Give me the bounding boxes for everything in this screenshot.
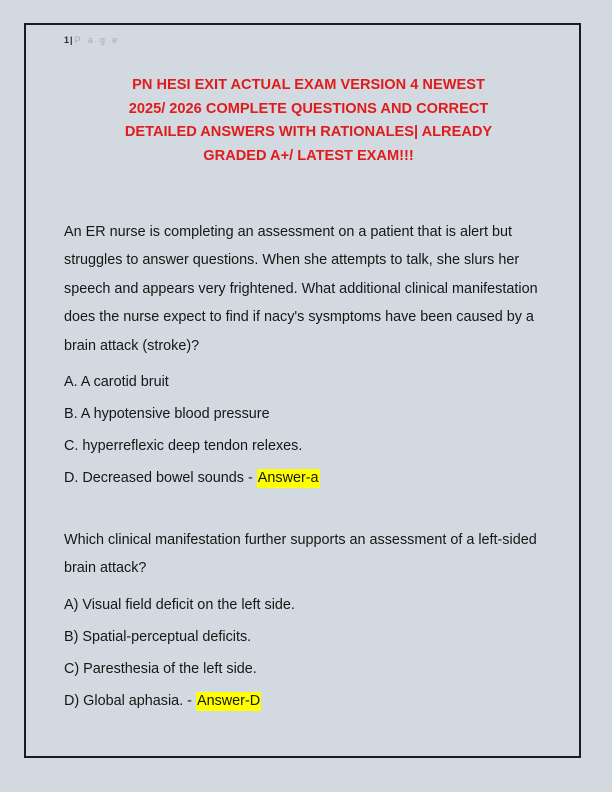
option-suffix: -: [183, 692, 196, 709]
answer-key-highlight: Answer-a: [257, 470, 319, 487]
title-line-2: 2025/ 2026 COMPLETE QUESTIONS AND CORRECT: [128, 100, 489, 117]
option-suffix: -: [243, 470, 257, 487]
option-text: D) Global aphasia.: [64, 692, 184, 709]
question-list: [64, 218, 567, 719]
document-page: [24, 23, 581, 758]
answer-option: [64, 623, 557, 655]
option-text: C) Paresthesia of the left side.: [64, 660, 257, 677]
title-line-3: DETAILED ANSWERS WITH RATIONALES| ALREADY: [124, 124, 493, 140]
question-stem: Which clinical manifestation further supports an assessment of a left-sided brain attack?: [64, 532, 537, 577]
answer-key-highlight: Answer-D: [196, 692, 261, 709]
answer-option: [64, 655, 557, 687]
option-text: B) Spatial-perceptual deficits.: [64, 628, 252, 645]
page-content-area: [26, 25, 579, 756]
option-text: D. Decreased bowel sounds: [64, 470, 244, 487]
option-text: A. A carotid bruit: [64, 374, 169, 391]
header-separator: |: [70, 35, 73, 45]
question-block: [64, 218, 557, 496]
question-block: [64, 526, 557, 719]
running-header: [64, 34, 567, 48]
answer-option: [64, 432, 557, 464]
option-text: B. A hypotensive blood pressure: [64, 406, 270, 423]
option-text: C. hyperreflexic deep tendon relexes.: [64, 438, 303, 455]
header-page-label: P a g e: [74, 35, 120, 45]
header-page-number: 1: [64, 35, 70, 45]
question-stem: An ER nurse is completing an assessment on a patient that is alert but struggles to answer questions. When she attempts to talk, she slurs her speech and appears very frightened. What additional clinical manifestation does the nurse expect to find if nacy's sysmptoms have been caused by a brain attack (stroke)?: [64, 224, 538, 354]
answer-option: [64, 687, 557, 719]
title-line-1: PN HESI EXIT ACTUAL EXAM VERSION 4 NEWEST: [132, 77, 485, 93]
page-title: [64, 74, 567, 168]
answer-option: [64, 400, 557, 432]
option-text: A) Visual field deficit on the left side.: [64, 596, 295, 613]
answer-option: [64, 368, 557, 400]
answer-option: [64, 464, 557, 496]
title-line-4: GRADED A+/ LATEST EXAM!!!: [203, 147, 414, 164]
answer-option: [64, 591, 557, 623]
